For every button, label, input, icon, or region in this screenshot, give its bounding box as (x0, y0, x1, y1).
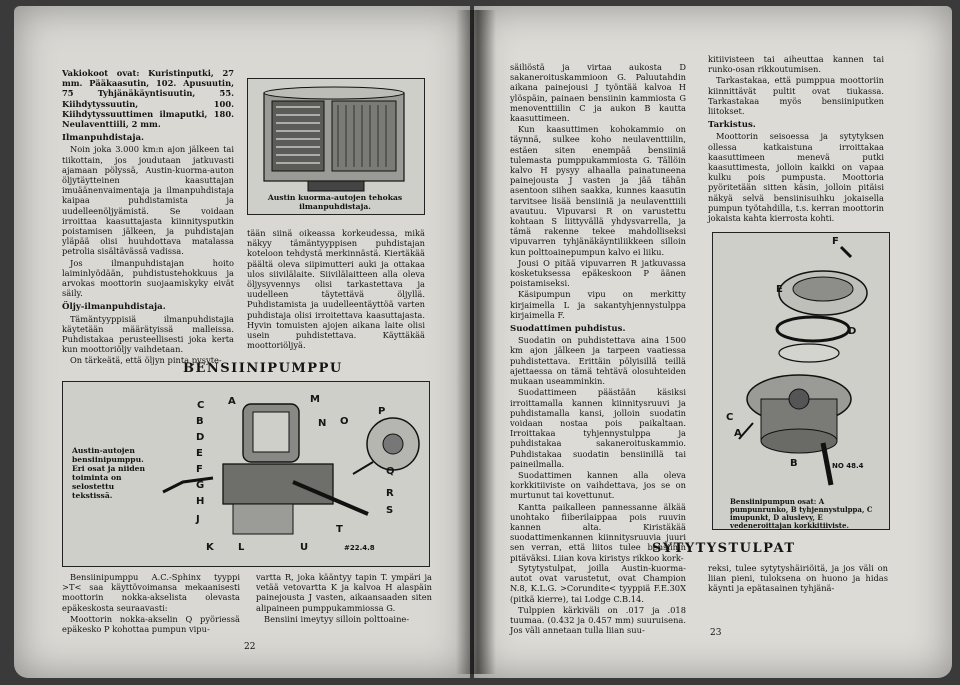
left-bottom-column-1 (62, 572, 240, 635)
pump-callout-c: C (197, 400, 205, 411)
pump-callout-a: A (228, 396, 236, 407)
pump-operation-paragraph-2: Kun kaasuttimen kohokammio on täynnä, sulkee koho neulaventtiilin, estäen siten enempää bensiiniä tulemasta pumppukammiosta G. Tällöin kalvo H pysyy alhaalla painatuneena painejousta J vasten ja jää tähän asentoon siihen saakka, kunnes kaasutin tarvitsee lisää bensiiniä ja neulaventtiili avautuu. Vipuvarsi R on varustettu kohtaan S liittyvällä yhdysvarrella, ja tämä rakenne tekee mahdolliseksi vipuvarren tyhjänäkäyntiliikkeen silloin kun polttoainepumpun kalvo ei liiku. (510, 124, 686, 257)
parts-callout-a: A (734, 428, 742, 439)
oil-air-cleaner-heading: Öljy-ilmanpuhdistaja. (62, 302, 166, 313)
pump-parts-caption: Bensiinipumpun osat: A pumpunrunko, B tyhjennystulppa, C imupunkt, D aluslevy, E vedeneroittajan korkkitiiviste. (730, 497, 873, 530)
bolts-paragraph: Tarkastakaa, että pumppua moottoriin kiinnittävät pultit ovat tiukassa. Tarkastakaa myös bensiiniputken liitokset. (708, 75, 884, 117)
parts-callout-e: E (776, 284, 783, 295)
pump-callout-p: P (378, 406, 386, 417)
spark-plugs-section-title: SYTYTYSTULPAT (652, 541, 796, 556)
filter-cleaning-heading: Suodattimen puhdistus. (510, 324, 626, 335)
filter-paragraph-2: Suodattimeen päästään käsiksi irroittamalla kannen kiinnitysruuvi ja puhdistamalla kansi, jolloin suodatin voidaan nostaa pois paikaltaan. Irroittakaa tyhjennystulppa ja puhdistakaa sakaneroituskammio. Puhdistakaa suodatin bensiinillä tai paineilmalla. (510, 387, 686, 469)
parts-figure-tag: NO 48.4 (832, 462, 864, 470)
air-cleaner-paragraph-2: Jos ilmanpuhdistajan hoito laiminlyödään, puhdistustehokkuus ja arvokas moottorin suojaamiskyky eivät säily. (62, 257, 234, 299)
pump-figure-tag: #22.4.8 (344, 544, 375, 552)
left-top-column (62, 68, 234, 367)
right-bottom-column-1 (510, 563, 686, 636)
fuel-pump-paragraph-2: vartta R, joka kääntyy tapin T. ympäri ja vetää vetovarttа K ja kalvoa H alaspäin painejousta J vasten, aikaansaaden siten alipaineen pumppukammiossa G. (256, 572, 432, 613)
pump-callout-q: Q (386, 466, 395, 477)
inspection-paragraph: Moottorin seisoessa ja sytytyksen ollessa katkaistuna irroittakaa kaasuttimeen menevä putki kaasuttimesta, jolloin kaikki on vapaa kulku pois pumpusta. Moottoria pyöritetään sitten käsin, jolloin pitäisi näkyä selvä bensiinisuihku jokaisella pumpun työtahdilla, t.s. kerran moottorin jokaista kahta kierrosta kohti. (708, 131, 884, 224)
filter-paragraph-4: Kantta paikalleen pannessanne älkää unohtako fiiberilaippaa pois ruuvin kannen alta. Kiristäkää suodattimenkannen kiinnitysruuvia juuri sen verran, että liitos tulee bensiinin pitäväksi. Liian kova kiristys rikkoo kork- (510, 501, 686, 563)
air-cleaner-paragraph-1: Noin joka 3.000 km:n ajon jälkeen tai tiikottain, jos joudutaan jatkuvasti ajamaan pölyssä, Austin-kuorma-auton öljytäytteinen kaasuttajan imuäänenvaimentaja ja ilmanpuhdistaja kaipaa puhdistamista ja uudelleenöljyämistä. Se voidaan irroittaa kaasuttajasta kiinnitysputkin poistamisen jälkeen, ja puhdistajan yläpää olisi huuhdottava matalassa petrolia sisältävässä vadissa. (62, 144, 234, 257)
pump-callout-b: B (196, 416, 204, 427)
pump-callout-h: H (196, 496, 205, 507)
parts-callout-c: C (726, 412, 734, 423)
oil-air-cleaner-paragraph: Tämäntyyppisiä ilmanpuhdistajia käytetään määrätyissä malleissa. Puhdistakaa perusteellisesti joka kerta kun moottoriöljy vaihdetaan. (62, 313, 234, 355)
right-column-1 (510, 62, 686, 564)
parts-callout-f: F (832, 236, 839, 247)
pump-callout-d: D (196, 432, 205, 443)
right-bottom-column-2 (708, 563, 888, 595)
left-middle-column (247, 228, 425, 351)
oil-air-cleaner-paragraph-2: On tärkeätä, että öljyn pinta pysyte- (70, 355, 222, 366)
pump-callout-u: U (300, 542, 309, 553)
fuel-pump-paragraph-2b: Bensiini imeytyy silloin polttoaine- (264, 613, 410, 624)
air-cleaner-caption: Austin kuorma-autojen tehokas ilmanpuhdistaja. (267, 193, 403, 211)
pump-callout-t: T (336, 524, 343, 535)
pump-parts-figure (712, 232, 890, 530)
pump-callout-g: G (196, 480, 205, 491)
pump-callout-f: F (196, 464, 203, 475)
parts-callout-d: D (848, 326, 857, 337)
gasket-paragraph: kitiivisteen tai aiheuttaa kannen tai runko-osan rikkoutumisen. (708, 54, 884, 75)
filter-paragraph-1: Suodatin on puhdistettava aina 1500 km ajon jälkeen ja tarpeen vaatiessa puhdistettava. Erittäin pölyisillä teillä ajettaessa on tämä tehtävä olosuhteiden mukaan useamminkin. (510, 335, 686, 387)
pump-callout-l: L (238, 542, 245, 553)
pump-callout-r: R (386, 488, 394, 499)
fuel-pump-paragraph-1b: Moottorin nokka-akselin Q pyöriessä epäkesko P kohottaa pumpun vipu- (62, 613, 240, 635)
parts-callout-b: B (790, 458, 798, 469)
spark-plugs-paragraph-1: Sytytystulpat, joilla Austin-kuorma-autot ovat varustetut, ovat Champion N.8, K.L.G. >Corundite< tyyppiä F.E.30X (pitkä kierre), tai Lodge C.B.14. (510, 563, 686, 604)
pump-parts-exploded-illustration (713, 233, 889, 529)
oil-level-paragraph: tään siinä oikeassa korkeudessa, mikä näkyy tämäntyyppisen puhdistajan koteloon tehdystä merkinnästä. Kiertäkää päältä oleva siipimutteri auki ja ottakaa ulos siivilälaite. Siivilälaitteen alla oleva öljysyvennys olisi tarkastettava ja uudelleen täytettävä öljyllä. Puhdistamista ja uudelleentäyttöä varten puhdistaja olisi irroitettava kaasuttajasta. Hyvin tomuisten ajojen aikana laite olisi usein puhdistettava. Käyttäkää moottoriöljyä. (247, 228, 425, 351)
standard-sizes-paragraph: Vakiokoot ovat: Kuristinputki, 27 mm. Pääkaasutin, 102. Apusuutin, 75 Tyhjänäkäyntisuutin, 55. Kiihdytyssuutin, 100. Kiihdytyssuuttimen ilmaputki, 180. Neulaventtiili, 2 mm. (62, 68, 234, 130)
pump-callout-s: S (386, 505, 394, 516)
fuel-pump-paragraph-1: Bensiinipumppu A.C.-Sphinx tyyppi >T< saa käyttövoimansa mekaanisesti moottorin nokka-akselista olevasta epäkeskosta seuraavasti: (62, 572, 240, 613)
pump-callout-e: E (196, 448, 203, 459)
left-page-number: 22 (244, 642, 256, 652)
fuel-pump-caption: Austin-autojen bensiinipumppu. Eri osat ja niiden toiminta on selostettu tekstissä. (72, 446, 145, 500)
book-gutter (456, 10, 496, 674)
air-cleaner-heading: Ilmanpuhdistaja. (62, 133, 145, 144)
pump-callout-j: J (196, 514, 200, 525)
fuel-pump-section-title: BENSIINIPUMPPU (183, 361, 343, 376)
inspection-heading: Tarkistus. (708, 120, 756, 131)
right-page-number: 23 (710, 628, 722, 638)
spark-plugs-paragraph-3: reksi, tulee sytytyshäiriöitä, ja jos väli on liian pieni, tuloksena on huono ja hidas käynti ja epätasainen tyhjänä- (708, 563, 888, 594)
spark-plugs-paragraph-2: Tulppien kärkiväli on .017 ja .018 tuumaa. (0.432 ja 0.457 mm) suuruisena. Jos väli annetaan tulla liian suu- (510, 604, 686, 636)
pump-operation-paragraph-3: Jousi O pitää vipuvarren R jatkuvassa kosketuksessa epäkeskoon P äänen poistamiseksi. (510, 257, 686, 289)
pump-operation-paragraph-1: säiliöstä ja virtaa aukosta D sakaneroituskammioon G. Paluutahdin aikana painejousi J työntää kalvoa H ylöspäin, painaen bensiinin kammiosta G menoventtiilin C ja aukon B kautta kaasuttimeen. (510, 62, 686, 124)
pump-operation-paragraph-4: Käsipumpun vipu on merkitty kirjaimella L ja sakantyhjennystulppa kirjaimella F. (510, 289, 686, 320)
pump-callout-n: N (318, 418, 327, 429)
pump-callout-o: O (340, 416, 349, 427)
left-bottom-column-2 (256, 572, 432, 625)
pump-callout-m: M (310, 394, 320, 405)
filter-paragraph-3: Suodattimen kannen alla oleva korkkitiiviste on vaihdettava, jos se on murtunut tai kovettunut. (510, 469, 686, 501)
pump-callout-k: K (206, 542, 214, 553)
right-column-2 (708, 54, 884, 224)
